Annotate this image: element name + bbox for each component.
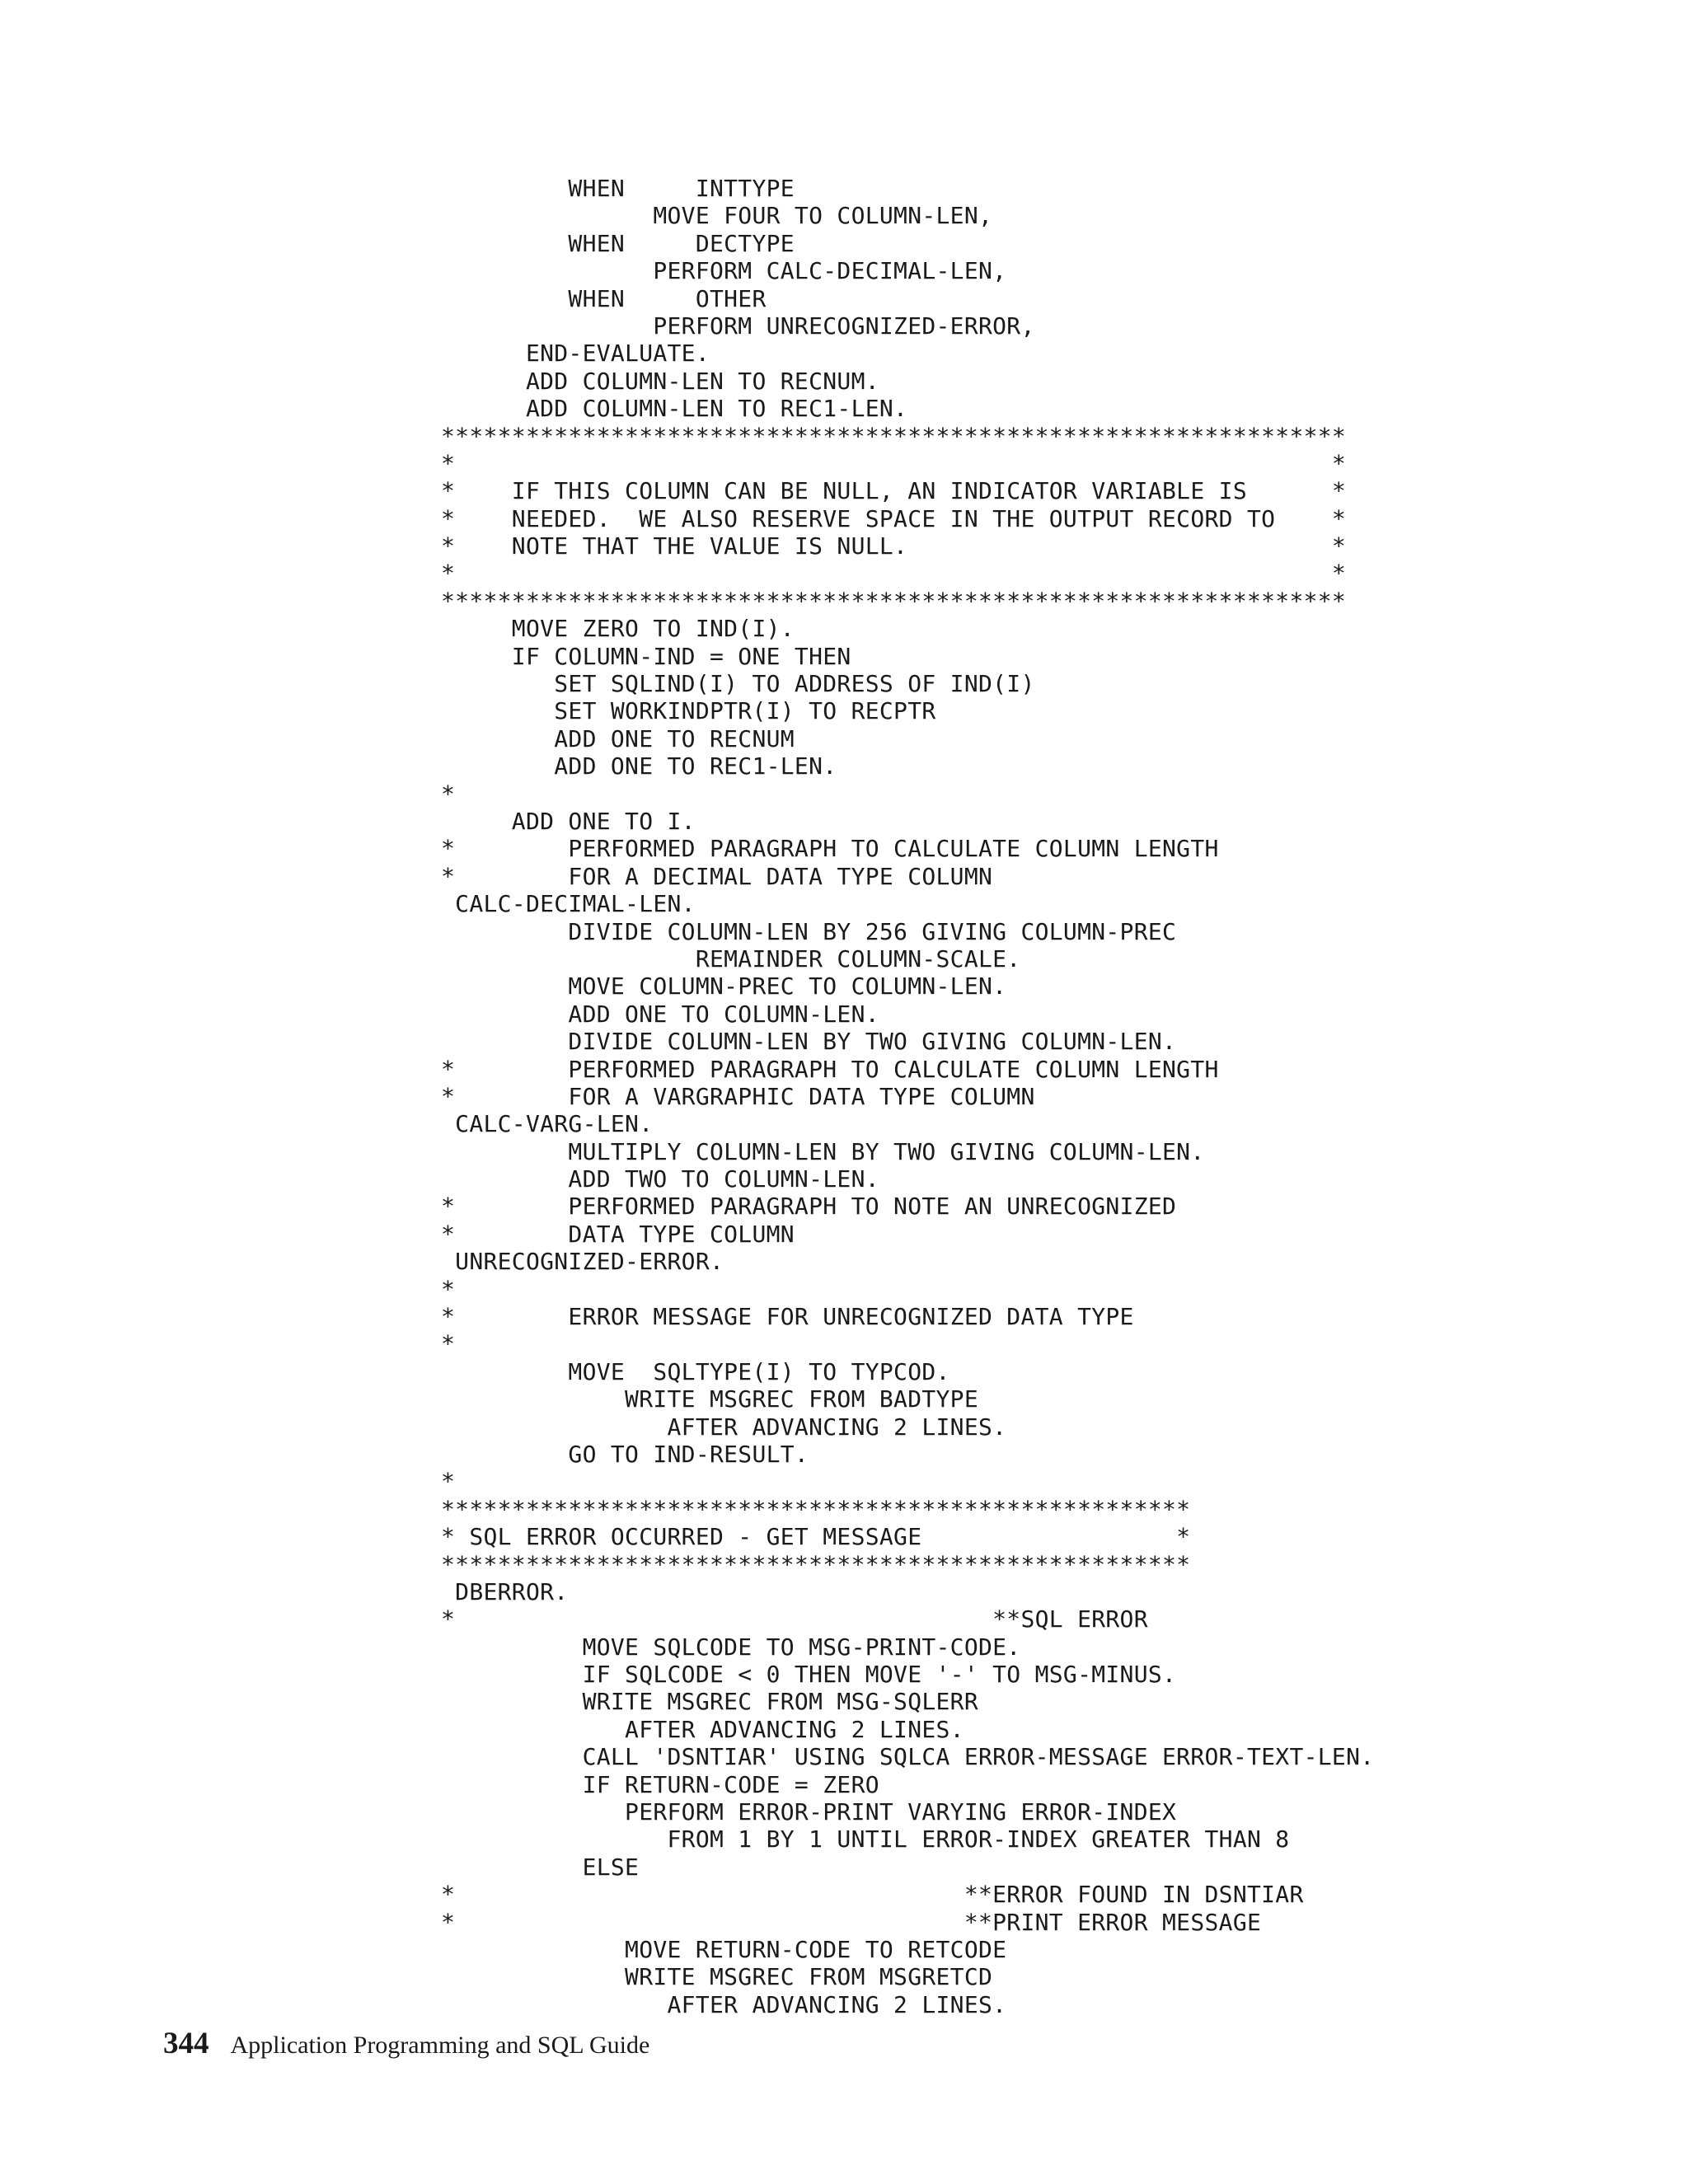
code-line: MOVE ZERO TO IND(I). <box>441 615 795 643</box>
code-line: * NEEDED. WE ALSO RESERVE SPACE IN THE OUTPUT RECORD TO * <box>441 504 1347 532</box>
code-line: AFTER ADVANCING 2 LINES. <box>441 1990 1007 2018</box>
code-line: IF SQLCODE < 0 THEN MOVE '-' TO MSG-MINUS. <box>441 1661 1177 1689</box>
code-line: MOVE COLUMN-PREC TO COLUMN-LEN. <box>441 972 1007 1001</box>
code-line: CALC-VARG-LEN. <box>441 1110 654 1138</box>
code-line: * * <box>441 560 1347 588</box>
code-line: ADD COLUMN-LEN TO REC1-LEN. <box>441 395 908 423</box>
code-line: * FOR A VARGRAPHIC DATA TYPE COLUMN <box>441 1082 1035 1110</box>
code-line: AFTER ADVANCING 2 LINES. <box>441 1413 1007 1441</box>
code-line: * NOTE THAT THE VALUE IS NULL. * <box>441 532 1347 560</box>
code-line: **************************************************************** <box>441 422 1347 450</box>
code-line: WRITE MSGREC FROM BADTYPE <box>441 1385 978 1413</box>
code-line: ADD ONE TO RECNUM <box>441 724 795 752</box>
book-title: Application Programming and SQL Guide <box>230 2032 650 2059</box>
code-line: * <box>441 780 456 808</box>
code-line: * SQL ERROR OCCURRED - GET MESSAGE * <box>441 1523 1191 1551</box>
code-line: ADD TWO TO COLUMN-LEN. <box>441 1165 879 1193</box>
code-line: * FOR A DECIMAL DATA TYPE COLUMN <box>441 862 993 890</box>
code-line: WHEN OTHER <box>441 284 767 312</box>
code-line: END-EVALUATE. <box>441 340 710 368</box>
code-line: DIVIDE COLUMN-LEN BY 256 GIVING COLUMN-PREC <box>441 917 1177 945</box>
code-line: * * <box>441 449 1347 477</box>
code-line: CALC-DECIMAL-LEN. <box>441 890 696 918</box>
code-line: ***************************************************** <box>441 1550 1191 1578</box>
code-line: DBERROR. <box>441 1577 569 1605</box>
code-line: SET SQLIND(I) TO ADDRESS OF IND(I) <box>441 670 1035 698</box>
code-line: ELSE <box>441 1853 640 1881</box>
code-line: * <box>441 1330 456 1358</box>
code-line: **************************************************************** <box>441 587 1347 615</box>
code-line: PERFORM CALC-DECIMAL-LEN, <box>441 257 1007 285</box>
code-line: ***************************************************** <box>441 1495 1191 1523</box>
page-number: 344 <box>163 2027 209 2060</box>
code-line: * **SQL ERROR <box>441 1605 1148 1633</box>
code-line: * DATA TYPE COLUMN <box>441 1220 795 1248</box>
code-line: WRITE MSGREC FROM MSG-SQLERR <box>441 1688 978 1716</box>
code-line: * <box>441 1468 456 1496</box>
code-line: * ERROR MESSAGE FOR UNRECOGNIZED DATA TYPE <box>441 1303 1134 1331</box>
code-line: ADD ONE TO COLUMN-LEN. <box>441 1000 879 1028</box>
code-line: MOVE RETURN-CODE TO RETCODE <box>441 1936 1007 1963</box>
code-line: MULTIPLY COLUMN-LEN BY TWO GIVING COLUMN-LEN. <box>441 1137 1205 1165</box>
code-line: WHEN DECTYPE <box>441 229 795 257</box>
code-line: IF COLUMN-IND = ONE THEN <box>441 642 851 670</box>
code-line: MOVE FOUR TO COLUMN-LEN, <box>441 202 993 230</box>
code-line: CALL 'DSNTIAR' USING SQLCA ERROR-MESSAGE ERROR-TEXT-LEN. <box>441 1743 1375 1771</box>
code-line: * PERFORMED PARAGRAPH TO CALCULATE COLUMN LENGTH <box>441 1055 1219 1083</box>
code-line: MOVE SQLTYPE(I) TO TYPCOD. <box>441 1357 950 1385</box>
code-line: ADD COLUMN-LEN TO RECNUM. <box>441 367 879 395</box>
code-line: * IF THIS COLUMN CAN BE NULL, AN INDICATOR VARIABLE IS * <box>441 477 1347 505</box>
code-line: PERFORM ERROR-PRINT VARYING ERROR-INDEX <box>441 1798 1177 1826</box>
code-line: ADD ONE TO REC1-LEN. <box>441 752 837 780</box>
code-line: WHEN INTTYPE <box>441 175 795 202</box>
code-line: * **PRINT ERROR MESSAGE <box>441 1908 1262 1936</box>
code-line: * PERFORMED PARAGRAPH TO NOTE AN UNRECOGNIZED <box>441 1193 1177 1221</box>
code-line: FROM 1 BY 1 UNTIL ERROR-INDEX GREATER THAN 8 <box>441 1825 1290 1854</box>
code-line: GO TO IND-RESULT. <box>441 1440 809 1468</box>
code-line: * **ERROR FOUND IN DSNTIAR <box>441 1881 1304 1909</box>
code-line: * <box>441 1275 456 1303</box>
code-line: UNRECOGNIZED-ERROR. <box>441 1248 724 1276</box>
code-listing <box>441 175 1374 2018</box>
code-line: MOVE SQLCODE TO MSG-PRINT-CODE. <box>441 1633 1021 1661</box>
code-line: * PERFORMED PARAGRAPH TO CALCULATE COLUMN LENGTH <box>441 835 1219 863</box>
code-line: REMAINDER COLUMN-SCALE. <box>441 944 1021 972</box>
code-line: WRITE MSGREC FROM MSGRETCD <box>441 1963 993 1991</box>
page-footer <box>163 2026 649 2061</box>
code-line: SET WORKINDPTR(I) TO RECPTR <box>441 697 936 725</box>
code-line: PERFORM UNRECOGNIZED-ERROR, <box>441 312 1035 340</box>
code-line: ADD ONE TO I. <box>441 807 696 835</box>
code-line: IF RETURN-CODE = ZERO <box>441 1770 879 1798</box>
code-line: AFTER ADVANCING 2 LINES. <box>441 1715 964 1743</box>
code-line: DIVIDE COLUMN-LEN BY TWO GIVING COLUMN-LEN. <box>441 1028 1177 1056</box>
